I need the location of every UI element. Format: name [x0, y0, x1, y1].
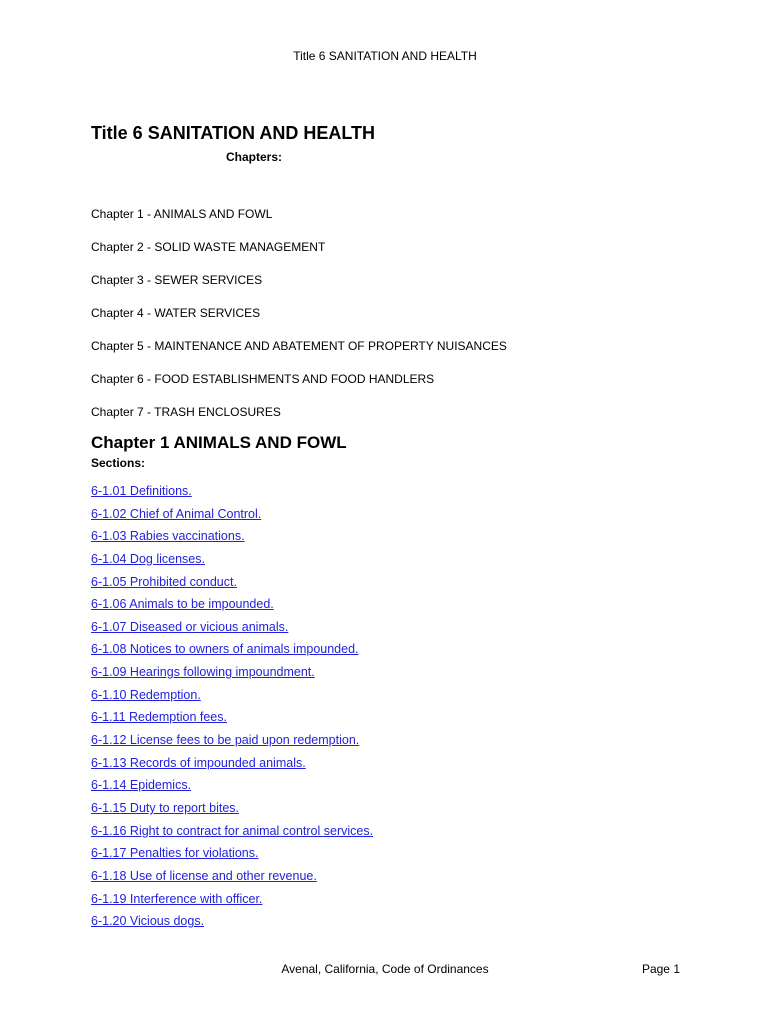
chapter-item-7: Chapter 7 - TRASH ENCLOSURES [91, 405, 281, 419]
list-item [91, 868, 373, 891]
section-link[interactable]: 6-1.18 Use of license and other revenue. [91, 868, 317, 883]
section-link[interactable]: 6-1.01 Definitions. [91, 484, 192, 498]
section-link[interactable]: 6-1.03 Rabies vaccinations. [91, 529, 245, 544]
section-link[interactable]: 6-1.10 Redemption. [91, 687, 201, 702]
section-link[interactable]: 6-1.07 Diseased or vicious animals. [91, 619, 289, 634]
chapter-item-4: Chapter 4 - WATER SERVICES [91, 306, 261, 320]
list-item [91, 528, 373, 551]
list-item [91, 551, 373, 574]
section-link[interactable]: 6-1.11 Redemption fees. [91, 710, 227, 725]
list-item [91, 845, 373, 868]
footer-source: Avenal, California, Code of Ordinances [281, 962, 489, 976]
section-link[interactable]: 6-1.06 Animals to be impounded. [91, 597, 274, 612]
section-link[interactable]: 6-1.15 Duty to report bites. [91, 800, 239, 815]
chapter-heading: Chapter 1 ANIMALS AND FOWL [91, 433, 347, 452]
chapter-item-1: Chapter 1 - ANIMALS AND FOWL [91, 207, 273, 221]
list-item [91, 506, 373, 529]
section-list [91, 483, 373, 936]
section-link[interactable]: 6-1.04 Dog licenses. [91, 551, 205, 566]
section-link[interactable]: 6-1.20 Vicious dogs. [91, 914, 205, 929]
list-item [91, 596, 373, 619]
chapter-item-5: Chapter 5 - MAINTENANCE AND ABATEMENT OF PROPERTY NUISANCES [91, 339, 507, 353]
running-header: Title 6 SANITATION AND HEALTH [293, 49, 477, 63]
list-item [91, 732, 373, 755]
list-item [91, 800, 373, 823]
list-item [91, 619, 373, 642]
list-item [91, 823, 373, 846]
section-link[interactable]: 6-1.19 Interference with officer. [91, 891, 263, 906]
chapter-item-2: Chapter 2 - SOLID WASTE MANAGEMENT [91, 240, 326, 254]
list-item [91, 687, 373, 710]
chapter-item-3: Chapter 3 - SEWER SERVICES [91, 273, 263, 287]
section-link[interactable]: 6-1.09 Hearings following impoundment. [91, 665, 315, 680]
list-item [91, 755, 373, 778]
list-item [91, 641, 373, 664]
list-item [91, 483, 373, 506]
list-item [91, 709, 373, 732]
section-link[interactable]: 6-1.12 License fees to be paid upon redemption. [91, 733, 360, 748]
list-item [91, 777, 373, 800]
list-item [91, 913, 373, 936]
section-link[interactable]: 6-1.14 Epidemics. [91, 778, 192, 793]
list-item [91, 664, 373, 687]
section-link[interactable]: 6-1.08 Notices to owners of animals impounded. [91, 642, 359, 657]
section-link[interactable]: 6-1.17 Penalties for violations. [91, 846, 259, 861]
chapter-list [91, 206, 507, 437]
page-title: Title 6 SANITATION AND HEALTH [91, 123, 376, 143]
section-link[interactable]: 6-1.02 Chief of Animal Control. [91, 506, 262, 521]
page-number: Page 1 [641, 962, 680, 976]
section-link[interactable]: 6-1.13 Records of impounded animals. [91, 755, 306, 770]
chapter-item-6: Chapter 6 - FOOD ESTABLISHMENTS AND FOOD HANDLERS [91, 372, 435, 386]
list-item [91, 891, 373, 914]
sections-label: Sections: [91, 456, 146, 470]
section-link[interactable]: 6-1.05 Prohibited conduct. [91, 574, 237, 589]
section-link[interactable]: 6-1.16 Right to contract for animal control services. [91, 823, 374, 838]
list-item [91, 574, 373, 597]
chapters-label: Chapters: [226, 150, 283, 164]
